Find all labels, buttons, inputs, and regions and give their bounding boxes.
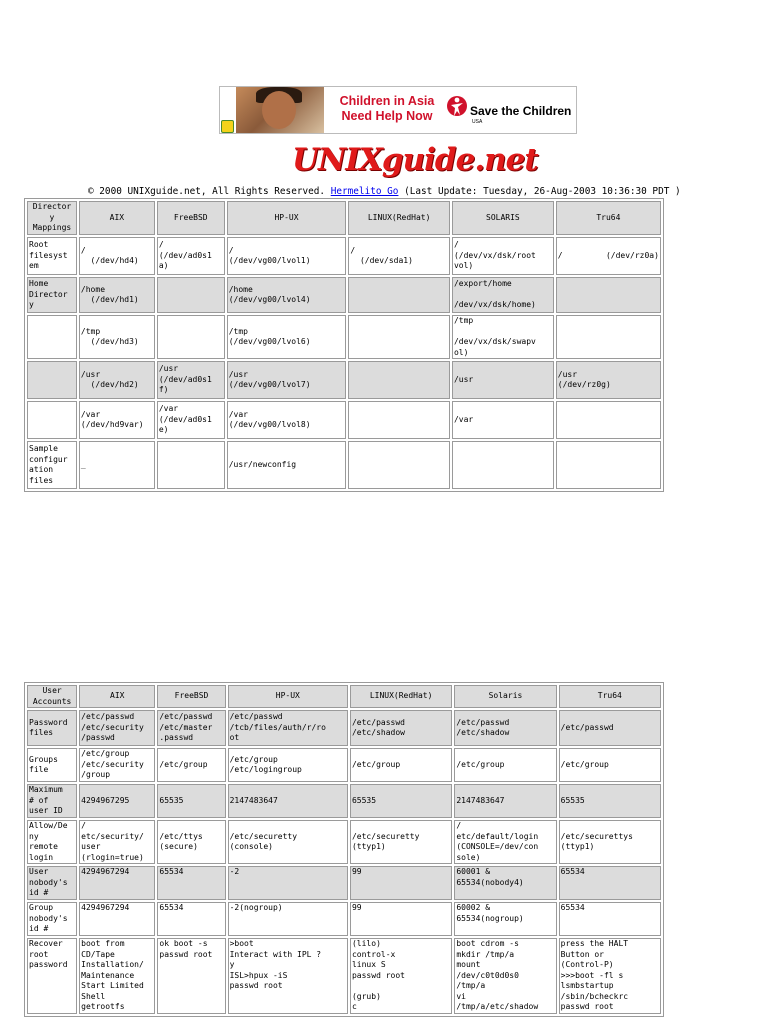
column-header: SOLARIS bbox=[452, 201, 554, 235]
directory-mappings-table bbox=[24, 198, 664, 492]
table-cell: /etc/group /etc/security /group bbox=[79, 748, 155, 782]
table-row bbox=[27, 441, 661, 489]
table-cell bbox=[556, 401, 661, 439]
table-cell: 65534 bbox=[559, 902, 661, 936]
row-header-cell: Allow/De ny remote login bbox=[27, 820, 77, 864]
row-header-cell: Groups file bbox=[27, 748, 77, 782]
table-cell: /tmp (/dev/vg00/lvol6) bbox=[227, 315, 347, 359]
table-cell bbox=[556, 277, 661, 313]
table-cell: /usr/newconfig bbox=[227, 441, 347, 489]
column-header: AIX bbox=[79, 685, 155, 708]
ad-badge-icon bbox=[221, 120, 234, 133]
table-cell: 99 bbox=[350, 902, 452, 936]
column-header: Tru64 bbox=[556, 201, 661, 235]
table-row bbox=[27, 315, 661, 359]
table-cell: / (/dev/vg00/lvol1) bbox=[227, 237, 347, 275]
column-header: HP-UX bbox=[228, 685, 348, 708]
column-header: LINUX(RedHat) bbox=[350, 685, 452, 708]
table-cell: /etc/group bbox=[157, 748, 225, 782]
table-cell: /var (/dev/vg00/lvol8) bbox=[227, 401, 347, 439]
running-child-icon bbox=[446, 95, 468, 125]
table-cell: /usr bbox=[452, 361, 554, 399]
table-cell: boot cdrom -s mkdir /tmp/a mount /dev/c0t0d0s0 /tmp/a vi /tmp/a/etc/shadow bbox=[454, 938, 556, 1014]
table-cell: 65535 bbox=[350, 784, 452, 818]
table-cell: -2 bbox=[228, 866, 348, 900]
table-cell: 4294967295 bbox=[79, 784, 155, 818]
table-cell: /home (/dev/hd1) bbox=[79, 277, 155, 313]
row-header-cell: Sample configur ation files bbox=[27, 441, 77, 489]
table-cell: /export/home /dev/vx/dsk/home) bbox=[452, 277, 554, 313]
table-cell bbox=[348, 315, 450, 359]
table-cell: 65535 bbox=[157, 784, 225, 818]
table-cell: /tmp /dev/vx/dsk/swapv ol) bbox=[452, 315, 554, 359]
table-cell bbox=[556, 315, 661, 359]
table-cell bbox=[452, 441, 554, 489]
table-cell: 4294967294 bbox=[79, 902, 155, 936]
table-cell bbox=[348, 277, 450, 313]
column-header: Tru64 bbox=[559, 685, 661, 708]
row-header-cell: Home Director y bbox=[27, 277, 77, 313]
table-cell: / (/dev/ad0s1 a) bbox=[157, 237, 225, 275]
row-header-cell: User nobody's id # bbox=[27, 866, 77, 900]
org-name: Save the Children bbox=[470, 104, 572, 118]
table-cell: /etc/group bbox=[559, 748, 661, 782]
table-row bbox=[27, 820, 661, 864]
table-row bbox=[27, 361, 661, 399]
table-cell: / etc/default/login (CONSOLE=/dev/con sole) bbox=[454, 820, 556, 864]
row-header-cell: Group nobody's id # bbox=[27, 902, 77, 936]
table-cell: /etc/securetty (ttyp1) bbox=[350, 820, 452, 864]
column-header: LINUX(RedHat) bbox=[348, 201, 450, 235]
table-cell: /etc/passwd /etc/security /passwd bbox=[79, 710, 155, 746]
table-corner-header: Director y Mappings bbox=[27, 201, 77, 235]
row-header-cell: Maximum # of user ID bbox=[27, 784, 77, 818]
table-cell: /usr (/dev/vg00/lvol7) bbox=[227, 361, 347, 399]
org-sub: USA bbox=[472, 119, 483, 125]
table-cell: 2147483647 bbox=[228, 784, 348, 818]
table-cell: 2147483647 bbox=[454, 784, 556, 818]
table-cell: (lilo) control-x linux S passwd root (grub) c bbox=[350, 938, 452, 1014]
table-cell: >boot Interact with IPL ? y ISL>hpux -iS passwd root bbox=[228, 938, 348, 1014]
column-header: FreeBSD bbox=[157, 685, 225, 708]
table-cell bbox=[157, 315, 225, 359]
table-cell: /var (/dev/hd9var) bbox=[79, 401, 155, 439]
table-cell bbox=[348, 441, 450, 489]
table-header-row bbox=[27, 685, 661, 708]
table-cell: 65534 bbox=[157, 902, 225, 936]
table-cell: /etc/ttys (secure) bbox=[157, 820, 225, 864]
row-header-cell: Root filesyst em bbox=[27, 237, 77, 275]
table-row bbox=[27, 784, 661, 818]
table-cell: ok boot -s passwd root bbox=[157, 938, 225, 1014]
table-cell: 65535 bbox=[559, 784, 661, 818]
row-header-cell: Recover root password bbox=[27, 938, 77, 1014]
table-row bbox=[27, 938, 661, 1014]
column-header: HP-UX bbox=[227, 201, 347, 235]
table-cell: / (/dev/sda1) bbox=[348, 237, 450, 275]
table-cell bbox=[157, 277, 225, 313]
table-cell: /etc/securetty (console) bbox=[228, 820, 348, 864]
table-cell: 99 bbox=[350, 866, 452, 900]
table-cell: /var (/dev/ad0s1 e) bbox=[157, 401, 225, 439]
copyright-line bbox=[88, 186, 681, 197]
table-cell: /etc/passwd /etc/shadow bbox=[454, 710, 556, 746]
save-the-children-logo bbox=[446, 95, 574, 127]
table-row bbox=[27, 902, 661, 936]
table-cell: /var bbox=[452, 401, 554, 439]
table-cell: /usr (/dev/rz0g) bbox=[556, 361, 661, 399]
author-link[interactable]: Hermelito Go bbox=[330, 186, 399, 197]
row-header-cell: Password files bbox=[27, 710, 77, 746]
table-cell: /tmp (/dev/hd3) bbox=[79, 315, 155, 359]
table-cell: 60001 & 65534(nobody4) bbox=[454, 866, 556, 900]
table-cell bbox=[556, 441, 661, 489]
column-header: FreeBSD bbox=[157, 201, 225, 235]
table-cell: /etc/group bbox=[350, 748, 452, 782]
table-cell: _ bbox=[79, 441, 155, 489]
column-header: Solaris bbox=[454, 685, 556, 708]
table-cell: / (/dev/vx/dsk/root vol) bbox=[452, 237, 554, 275]
table-cell: /etc/securettys (ttyp1) bbox=[559, 820, 661, 864]
column-header: AIX bbox=[79, 201, 155, 235]
table-cell: 65534 bbox=[559, 866, 661, 900]
table-cell: 4294967294 bbox=[79, 866, 155, 900]
table-row bbox=[27, 277, 661, 313]
site-title-logo[interactable]: UNIXguide.net bbox=[292, 142, 538, 178]
table-cell: -2(nogroup) bbox=[228, 902, 348, 936]
table-cell: boot from CD/Tape Installation/ Maintenance Start Limited Shell getrootfs bbox=[79, 938, 155, 1014]
table-cell: /etc/group /etc/logingroup bbox=[228, 748, 348, 782]
table-cell: /usr (/dev/hd2) bbox=[79, 361, 155, 399]
row-header-cell bbox=[27, 315, 77, 359]
table-cell: /etc/passwd /etc/shadow bbox=[350, 710, 452, 746]
table-row bbox=[27, 401, 661, 439]
table-row bbox=[27, 237, 661, 275]
copyright-prefix: © 2000 UNIXguide.net, All Rights Reserved. bbox=[88, 186, 331, 197]
child-photo bbox=[236, 87, 324, 133]
table-cell: /home (/dev/vg00/lvol4) bbox=[227, 277, 347, 313]
table-cell: press the HALT Button or (Control-P) >>>boot -fl s lsmbstartup /sbin/bcheckrc passwd root bbox=[559, 938, 661, 1014]
last-update: (Last Update: Tuesday, 26-Aug-2003 10:36:30 PDT ) bbox=[398, 186, 681, 197]
table-cell: 60002 & 65534(nogroup) bbox=[454, 902, 556, 936]
table-cell: / etc/security/ user (rlogin=true) bbox=[79, 820, 155, 864]
table-row bbox=[27, 748, 661, 782]
table-cell: 65534 bbox=[157, 866, 225, 900]
table-row bbox=[27, 710, 661, 746]
table-row bbox=[27, 866, 661, 900]
banner-tagline: Children in Asia Need Help Now bbox=[339, 94, 435, 123]
table-cell: / (/dev/rz0a) bbox=[556, 237, 661, 275]
row-header-cell bbox=[27, 361, 77, 399]
banner-ad[interactable] bbox=[219, 86, 577, 134]
table-cell: /etc/group bbox=[454, 748, 556, 782]
table-header-row bbox=[27, 201, 661, 235]
table-cell bbox=[157, 441, 225, 489]
table-cell: /etc/passwd bbox=[559, 710, 661, 746]
table-cell: /etc/passwd /etc/master .passwd bbox=[157, 710, 225, 746]
row-header-cell bbox=[27, 401, 77, 439]
table-cell: /usr (/dev/ad0s1 f) bbox=[157, 361, 225, 399]
table-corner-header: User Accounts bbox=[27, 685, 77, 708]
table-cell bbox=[348, 401, 450, 439]
table-cell: /etc/passwd /tcb/files/auth/r/ro ot bbox=[228, 710, 348, 746]
user-accounts-table bbox=[24, 682, 664, 1017]
table-cell bbox=[348, 361, 450, 399]
table-cell: / (/dev/hd4) bbox=[79, 237, 155, 275]
